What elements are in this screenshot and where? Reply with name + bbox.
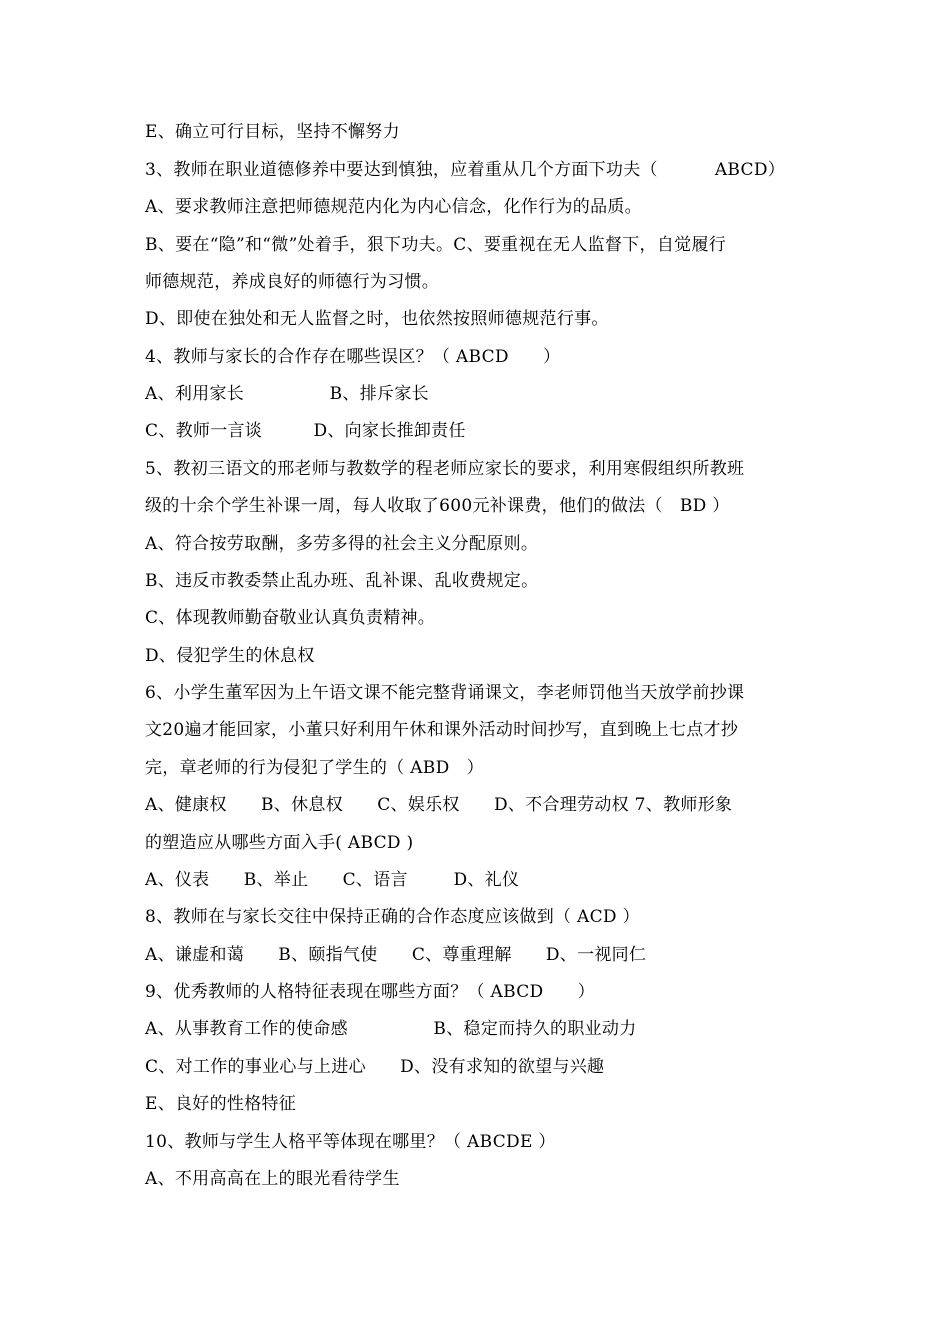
text-line: 师德规范，养成良好的师德行为习惯。 <box>145 272 440 292</box>
question-3: 3、教师在职业道德修养中要达到慎独，应着重从几个方面下功夫（ ABCD） <box>145 160 786 180</box>
option-line: D、即使在独处和无人监督之时，也依然按照师德规范行事。 <box>145 309 609 329</box>
question-5: 5、教初三语文的邢老师与教数学的程老师应家长的要求，利用寒假组织所教班 <box>145 459 745 479</box>
option-line: C、对工作的事业心与上进心 D、没有求知的欲望与兴趣 <box>145 1057 605 1077</box>
question-8: 8、教师在与家长交往中保持正确的合作态度应该做到（ ACD ） <box>145 907 640 927</box>
option-line: B、要在“隐”和“微”处着手，狠下功夫。C、要重视在无人监督下，自觉履行 <box>145 235 727 255</box>
text-line: E、确立可行目标，坚持不懈努力 <box>145 122 400 142</box>
option-line: A、仪表 B、举止 C、语言 D、礼仪 <box>145 870 520 890</box>
question-6: 6、小学生董军因为上午语文课不能完整背诵课文，李老师罚他当天放学前抄课 <box>145 683 745 703</box>
option-line: D、侵犯学生的休息权 <box>145 646 315 666</box>
question-10: 10、教师与学生人格平等体现在哪里？（ ABCDE ） <box>145 1132 556 1152</box>
option-line: C、体现教师勤奋敬业认真负责精神。 <box>145 608 436 628</box>
option-line: C、教师一言谈 D、向家长推卸责任 <box>145 421 466 441</box>
text-line: 文20遍才能回家，小董只好利用午休和课外活动时间抄写，直到晚上七点才抄 <box>145 720 739 740</box>
question-4: 4、教师与家长的合作存在哪些误区？（ ABCD ） <box>145 347 561 367</box>
option-line: B、违反市教委禁止乱办班、乱补课、乱收费规定。 <box>145 571 539 591</box>
text-line: 级的十余个学生补课一周，每人收取了600元补课费，他们的做法（ BD ） <box>145 496 730 516</box>
option-line: A、要求教师注意把师德规范内化为内心信念，化作行为的品质。 <box>145 197 642 217</box>
option-line: A、从事教育工作的使命感 B、稳定而持久的职业动力 <box>145 1019 637 1039</box>
option-line: E、良好的性格特征 <box>145 1094 297 1114</box>
text-line: 完，章老师的行为侵犯了学生的（ ABD ） <box>145 758 484 778</box>
question-7: 的塑造应从哪些方面入手( ABCD ) <box>145 833 414 853</box>
option-line: A、健康权 B、休息权 C、娱乐权 D、不合理劳动权 7、教师形象 <box>145 795 733 815</box>
question-9: 9、优秀教师的人格特征表现在哪些方面？（ ABCD ） <box>145 982 595 1002</box>
option-line: A、不用高高在上的眼光看待学生 <box>145 1169 400 1189</box>
option-line: A、利用家长 B、排斥家长 <box>145 384 429 404</box>
option-line: A、谦虚和蔼 B、颐指气使 C、尊重理解 D、一视同仁 <box>145 945 647 965</box>
option-line: A、符合按劳取酬，多劳多得的社会主义分配原则。 <box>145 534 539 554</box>
